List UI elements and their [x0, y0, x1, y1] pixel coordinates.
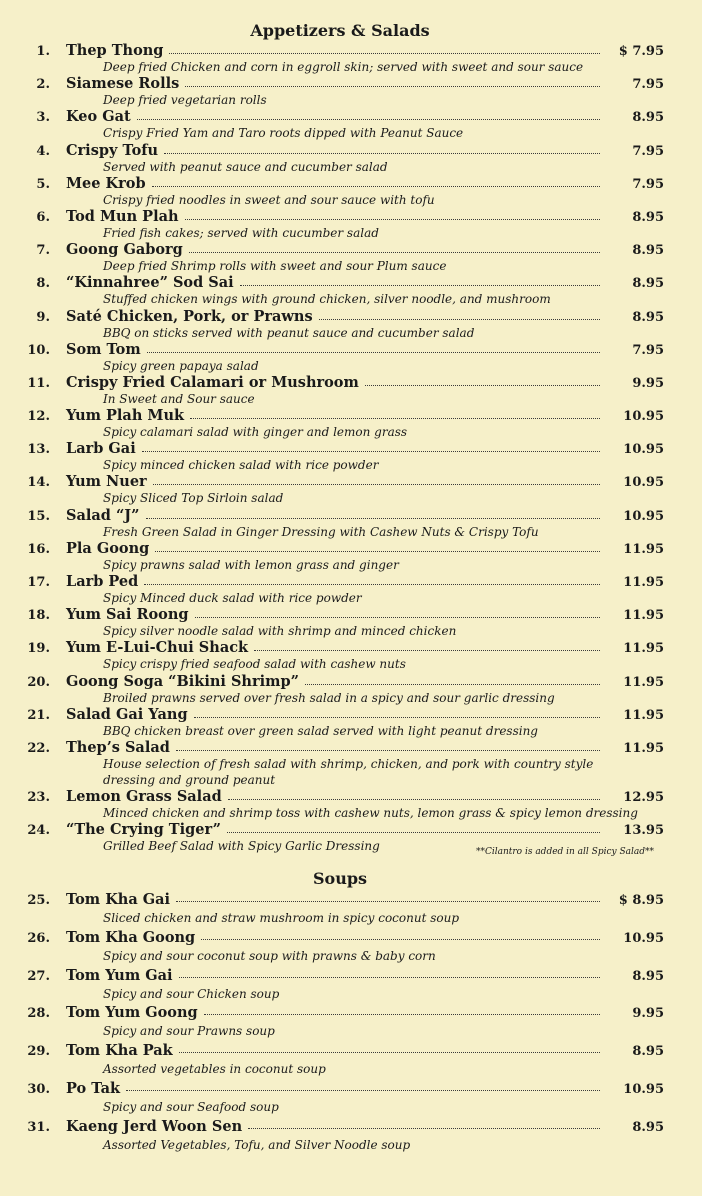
- dot-leader: [142, 440, 600, 452]
- item-description: House selection of fresh salad with shrimp, chicken, and pork with country style dressing and ground peanut: [103, 756, 594, 787]
- item-number: 27.: [27, 968, 50, 984]
- dot-leader: [319, 308, 600, 320]
- item-name: Saté Chicken, Pork, or Prawns: [66, 307, 313, 325]
- item-price: 10.95: [623, 409, 664, 425]
- item-price: 11.95: [623, 674, 664, 690]
- item-number: 22.: [27, 740, 50, 756]
- menu-item-row: [16, 241, 664, 258]
- item-description: Spicy prawns salad with lemon grass and ginger: [103, 557, 399, 572]
- soups-list: [16, 890, 664, 1155]
- item-number: 6.: [36, 209, 50, 225]
- dot-leader: [201, 928, 600, 940]
- item-description: Stuffed chicken wings with ground chicken, silver noodle, and mushroom: [103, 292, 551, 307]
- dot-leader: [169, 42, 600, 54]
- item-price: 10.95: [623, 475, 664, 491]
- menu-item: [16, 639, 664, 672]
- item-description: Assorted vegetables in coconut soup: [103, 1062, 326, 1077]
- dot-leader: [179, 966, 601, 978]
- item-number: 14.: [27, 475, 50, 491]
- item-price: 10.95: [623, 930, 664, 946]
- menu-item-row: [16, 606, 664, 623]
- item-number: 1.: [36, 44, 50, 59]
- dot-leader: [204, 1003, 600, 1015]
- menu-item-row: [16, 573, 664, 590]
- item-number: 11.: [27, 375, 50, 391]
- item-description: Fried fish cakes; served with cucumber salad: [103, 225, 379, 240]
- item-name: Tom Kha Pak: [66, 1042, 173, 1060]
- item-name: Yum Sai Roong: [66, 606, 189, 624]
- item-name: Tom Kha Goong: [66, 928, 196, 946]
- menu-item: [16, 507, 664, 540]
- item-name: “Kinnahree” Sod Sai: [66, 274, 234, 292]
- item-description: Crispy fried noodles in sweet and sour sauce with tofu: [103, 192, 435, 207]
- menu-item: [16, 540, 664, 573]
- menu-item: [16, 1117, 664, 1155]
- item-price: 10.95: [623, 442, 664, 458]
- menu-item: [16, 241, 664, 274]
- dot-leader: [194, 706, 600, 718]
- item-number: 17.: [27, 575, 50, 590]
- menu-item: [16, 788, 664, 821]
- item-name: “The Crying Tiger”: [66, 821, 221, 839]
- item-price: 10.95: [623, 508, 664, 524]
- dot-leader: [146, 507, 601, 519]
- menu-item: [16, 606, 664, 639]
- item-description: Spicy crispy fried seafood salad with cashew nuts: [103, 657, 406, 672]
- item-number: 4.: [36, 143, 50, 159]
- item-description: Spicy calamari salad with ginger and lemon grass: [103, 425, 408, 440]
- item-number: 5.: [36, 176, 50, 192]
- item-price: 12.95: [623, 789, 664, 805]
- item-price: 8.95: [632, 1044, 664, 1060]
- item-price: 8.95: [632, 243, 664, 259]
- menu-item: [16, 75, 664, 108]
- item-name: Tom Kha Gai: [66, 891, 171, 908]
- item-description: Fresh Green Salad in Ginger Dressing with Cashew Nuts & Crispy Tofu: [103, 524, 539, 539]
- dot-leader: [147, 341, 600, 353]
- menu-item-row: [16, 407, 664, 424]
- soups-title: Soups: [312, 869, 368, 888]
- menu-item: [16, 374, 664, 407]
- menu-item-row: [16, 42, 664, 59]
- dot-leader: [176, 890, 600, 902]
- dot-leader: [228, 788, 600, 800]
- item-description: Deep fried Chicken and corn in eggroll skin; served with sweet and sour sauce: [103, 60, 584, 74]
- item-name: Mee Krob: [66, 174, 146, 192]
- item-description: Spicy green papaya salad: [103, 358, 259, 373]
- soups-section: [16, 868, 664, 1155]
- menu-item-row: [16, 473, 664, 490]
- item-description: Minced chicken and shrimp toss with cashew nuts, lemon grass & spicy lemon dressing: [103, 805, 638, 820]
- dot-leader: [152, 175, 600, 187]
- item-number: 13.: [27, 442, 50, 458]
- dot-leader: [137, 108, 600, 120]
- menu-item: [16, 108, 664, 141]
- item-number: 29.: [27, 1044, 50, 1060]
- item-number: 21.: [27, 707, 50, 723]
- menu-item-row: [16, 142, 664, 159]
- item-price: 11.95: [623, 740, 664, 756]
- menu-item-row: [16, 966, 664, 985]
- item-price: 8.95: [632, 309, 664, 325]
- dot-leader: [126, 1079, 600, 1091]
- item-number: 25.: [27, 893, 50, 908]
- item-description: Spicy and sour Seafood soup: [103, 1099, 279, 1114]
- menu-item: [16, 739, 664, 788]
- menu-item-row: [16, 540, 664, 557]
- dot-leader: [248, 1117, 600, 1129]
- menu-item-row: [16, 739, 664, 756]
- item-description: Spicy Minced duck salad with rice powder: [103, 591, 362, 605]
- menu-item: [16, 407, 664, 440]
- menu-item: [16, 673, 664, 706]
- menu-item-row: [16, 274, 664, 291]
- item-description: Served with peanut sauce and cucumber salad: [103, 159, 388, 174]
- menu-item-row: [16, 1041, 664, 1060]
- item-description: Spicy minced chicken salad with rice powder: [103, 458, 379, 473]
- dot-leader: [227, 821, 600, 833]
- item-price: 9.95: [632, 375, 664, 391]
- item-name: Crispy Tofu: [66, 141, 159, 159]
- item-number: 16.: [27, 541, 50, 557]
- menu-item-row: [16, 890, 664, 909]
- item-number: 31.: [27, 1119, 50, 1135]
- menu-item: [16, 142, 664, 175]
- item-name: Po Tak: [66, 1079, 121, 1097]
- item-name: Goong Gaborg: [66, 241, 183, 259]
- dot-leader: [155, 540, 600, 552]
- item-name: Siamese Rolls: [66, 75, 180, 93]
- dot-leader: [254, 639, 600, 651]
- menu-item-row: [16, 1117, 664, 1136]
- item-name: Keo Gat: [66, 108, 131, 126]
- dot-leader: [164, 142, 600, 154]
- dot-leader: [365, 374, 600, 386]
- item-price: $ 7.95: [618, 44, 664, 59]
- item-description: Spicy and sour coconut soup with prawns & baby corn: [103, 948, 436, 963]
- menu-item-row: [16, 507, 664, 524]
- item-number: 19.: [27, 641, 50, 657]
- item-name: Tom Yum Gai: [66, 966, 173, 984]
- item-name: Lemon Grass Salad: [66, 787, 222, 805]
- item-description: Crispy Fried Yam and Taro roots dipped with Peanut Sauce: [103, 126, 464, 141]
- menu-item-row: [16, 673, 664, 690]
- item-number: 15.: [27, 508, 50, 524]
- menu-item: [16, 1003, 664, 1041]
- menu-item: [16, 42, 664, 75]
- appetizers-title: Appetizers & Salads: [250, 21, 430, 40]
- item-description: Spicy Sliced Top Sirloin salad: [103, 491, 284, 506]
- item-number: 23.: [27, 789, 50, 805]
- item-price: 13.95: [623, 823, 664, 839]
- item-name: Larb Ped: [66, 573, 139, 590]
- menu-item: [16, 928, 664, 966]
- item-price: 7.95: [632, 77, 664, 93]
- dot-leader: [305, 673, 600, 685]
- menu-item-row: [16, 175, 664, 192]
- item-number: 3.: [36, 110, 50, 126]
- menu-item-row: [16, 308, 664, 325]
- item-price: 11.95: [623, 575, 664, 590]
- item-price: $ 8.95: [618, 893, 664, 908]
- item-price: 8.95: [632, 968, 664, 984]
- item-name: Larb Gai: [66, 440, 136, 458]
- dot-leader: [189, 241, 600, 253]
- menu-item: [16, 1079, 664, 1117]
- cilantro-note: **Cilantro is added in all Spicy Salad**: [475, 847, 654, 857]
- item-price: 7.95: [632, 176, 664, 192]
- item-price: 7.95: [632, 342, 664, 358]
- item-name: Crispy Fried Calamari or Mushroom: [66, 373, 359, 391]
- item-description: BBQ on sticks served with peanut sauce and cucumber salad: [103, 325, 475, 340]
- menu-item-row: [16, 928, 664, 947]
- menu-item: [16, 890, 664, 928]
- appetizers-list: [16, 42, 664, 854]
- item-name: Salad Gai Yang: [66, 705, 188, 723]
- item-price: 7.95: [632, 143, 664, 159]
- menu-item-row: [16, 208, 664, 225]
- menu-item-row: [16, 706, 664, 723]
- item-name: Yum Plah Muk: [66, 407, 185, 425]
- menu-item-row: [16, 75, 664, 92]
- item-name: Thep Thong: [66, 42, 164, 59]
- dot-leader: [185, 208, 600, 220]
- dot-leader: [190, 407, 600, 419]
- item-name: Som Tom: [66, 340, 141, 358]
- item-name: Kaeng Jerd Woon Sen: [66, 1117, 243, 1135]
- item-price: 8.95: [632, 209, 664, 225]
- menu-item-row: [16, 440, 664, 457]
- item-name: Tod Mun Plah: [66, 207, 179, 225]
- dot-leader: [144, 573, 600, 585]
- appetizers-section: [16, 20, 664, 854]
- menu-item-row: [16, 374, 664, 391]
- item-price: 10.95: [623, 1081, 664, 1097]
- item-number: 7.: [36, 243, 50, 259]
- menu-item: [16, 440, 664, 473]
- menu-item-row: [16, 341, 664, 358]
- menu-item: [16, 966, 664, 1004]
- item-name: Yum Nuer: [66, 473, 147, 491]
- item-number: 28.: [27, 1006, 50, 1022]
- menu-item: [16, 308, 664, 341]
- menu-item-row: [16, 788, 664, 805]
- item-price: 9.95: [632, 1006, 664, 1022]
- item-description: In Sweet and Sour sauce: [103, 391, 255, 406]
- menu-item-row: [16, 821, 664, 838]
- menu-item: [16, 208, 664, 241]
- item-price: 11.95: [623, 707, 664, 723]
- item-description: BBQ chicken breast over green salad served with light peanut dressing: [103, 723, 538, 738]
- item-description: Spicy and sour Prawns soup: [103, 1024, 275, 1039]
- item-name: Pla Goong: [66, 539, 150, 557]
- menu-item: [16, 341, 664, 374]
- item-number: 24.: [27, 823, 50, 839]
- item-number: 2.: [36, 77, 50, 93]
- item-price: 8.95: [632, 110, 664, 126]
- item-price: 11.95: [623, 541, 664, 557]
- dot-leader: [240, 274, 600, 286]
- item-price: 8.95: [632, 1119, 664, 1135]
- item-description: Deep fried vegetarian rolls: [103, 93, 267, 108]
- dot-leader: [195, 606, 600, 618]
- item-name: Yum E-Lui-Chui Shack: [66, 639, 249, 657]
- item-description: Spicy silver noodle salad with shrimp and minced chicken: [103, 624, 457, 639]
- item-description: Assorted Vegetables, Tofu, and Silver Noodle soup: [103, 1137, 411, 1152]
- item-name: Goong Soga “Bikini Shrimp”: [66, 672, 299, 690]
- item-number: 12.: [27, 409, 50, 425]
- item-name: Salad “J”: [66, 506, 140, 524]
- dot-leader: [153, 473, 600, 485]
- item-number: 10.: [27, 342, 50, 358]
- item-description: Sliced chicken and straw mushroom in spicy coconut soup: [103, 911, 459, 925]
- item-price: 8.95: [632, 276, 664, 292]
- dot-leader: [179, 1041, 600, 1053]
- item-price: 11.95: [623, 641, 664, 657]
- menu-item-row: [16, 108, 664, 125]
- menu-item: [16, 175, 664, 208]
- menu-item-row: [16, 1003, 664, 1022]
- item-name: Tom Yum Goong: [66, 1004, 198, 1022]
- menu-item: [16, 706, 664, 739]
- item-number: 18.: [27, 608, 50, 624]
- menu-item: [16, 1041, 664, 1079]
- item-description: Grilled Beef Salad with Spicy Garlic Dressing: [103, 839, 380, 854]
- dot-leader: [185, 75, 600, 87]
- menu-item: [16, 573, 664, 606]
- item-description: Deep fried Shrimp rolls with sweet and sour Plum sauce: [103, 259, 447, 274]
- item-description: Spicy and sour Chicken soup: [103, 986, 280, 1001]
- menu-item: [16, 473, 664, 506]
- item-name: Thep’s Salad: [66, 738, 170, 756]
- item-number: 30.: [27, 1081, 50, 1097]
- dot-leader: [176, 739, 600, 751]
- menu-item-row: [16, 1079, 664, 1098]
- item-price: 11.95: [623, 608, 664, 624]
- item-number: 8.: [36, 276, 50, 292]
- menu-item: [16, 274, 664, 307]
- item-description: Broiled prawns served over fresh salad in a spicy and sour garlic dressing: [103, 690, 555, 705]
- item-number: 9.: [36, 309, 50, 325]
- item-number: 20.: [27, 674, 50, 690]
- menu-item-row: [16, 639, 664, 656]
- item-number: 26.: [27, 930, 50, 946]
